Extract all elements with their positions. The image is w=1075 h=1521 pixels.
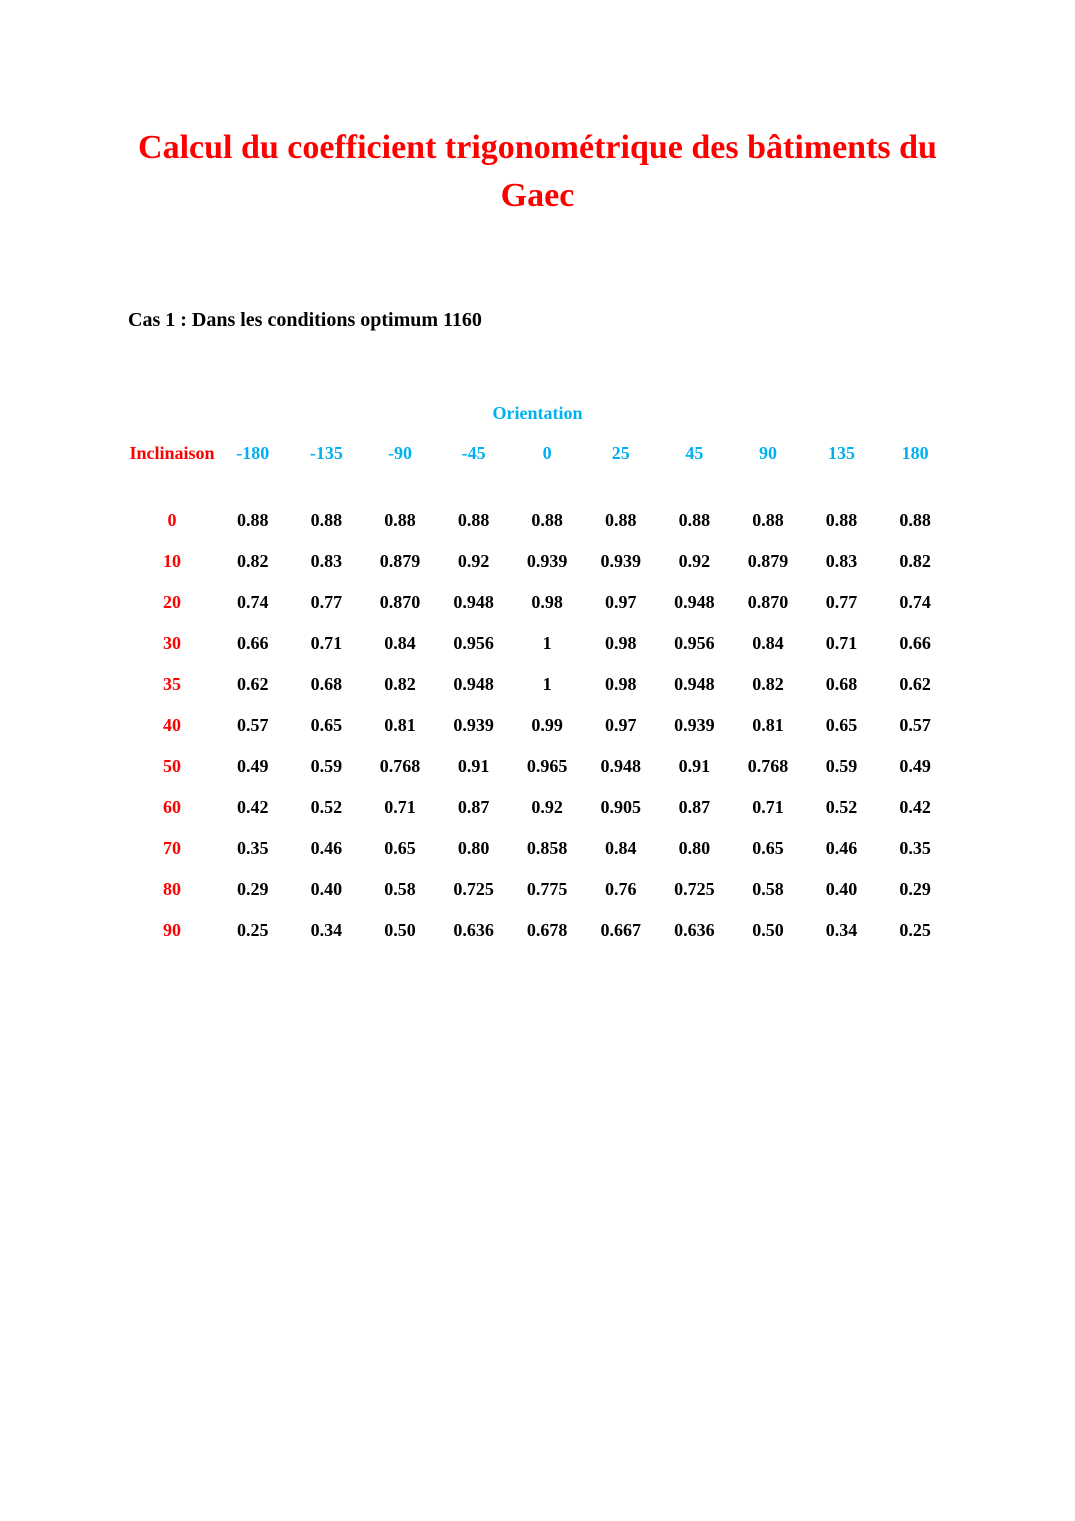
coefficient-cell: 0.29 [237, 879, 269, 899]
coefficient-cell: 0.71 [384, 797, 416, 817]
coefficient-cell: 0.35 [899, 838, 931, 858]
coefficient-cell: 0.71 [752, 797, 784, 817]
inclination-value: 30 [163, 633, 181, 653]
coefficient-cell: 0.870 [747, 592, 789, 612]
coefficient-cell: 0.905 [600, 797, 642, 817]
coefficient-cell: 0.88 [237, 510, 269, 530]
coefficient-cell: 0.88 [310, 510, 343, 530]
coefficient-cell: 0.97 [605, 715, 637, 735]
coefficient-cell: 0.667 [600, 920, 642, 940]
inclination-value: 90 [163, 920, 181, 940]
coefficient-cell: 0.879 [379, 551, 421, 571]
coefficient-cell: 0.88 [752, 510, 784, 530]
table-row [128, 753, 952, 794]
coefficient-cell: 0.49 [237, 756, 269, 776]
coefficient-cell: 0.98 [605, 674, 637, 694]
orientation-header: 45 [685, 443, 704, 463]
coefficient-cell: 0.948 [600, 756, 642, 776]
coefficient-cell: 0.82 [384, 674, 416, 694]
inclination-value: 50 [163, 756, 181, 776]
coefficient-cell: 0.99 [531, 715, 563, 735]
coefficient-cell: 0.88 [605, 510, 637, 530]
coefficient-cell: 0.88 [384, 510, 416, 530]
coefficient-cell: 0.34 [825, 920, 858, 940]
coefficient-cell: 1 [542, 674, 552, 694]
orientation-header: 180 [901, 443, 929, 463]
coefficient-cell: 0.636 [453, 920, 494, 940]
inclination-value: 10 [163, 551, 181, 571]
coefficient-cell: 0.35 [237, 838, 269, 858]
coefficient-cell: 0.97 [605, 592, 637, 612]
coefficient-cell: 0.768 [379, 756, 421, 776]
coefficient-cell: 0.74 [237, 592, 269, 612]
inclination-value: 60 [163, 797, 181, 817]
coefficient-table [128, 440, 952, 958]
coefficient-cell: 0.77 [310, 592, 343, 612]
coefficient-cell: 0.870 [379, 592, 421, 612]
coefficient-cell: 0.66 [237, 633, 269, 653]
coefficient-cell: 0.29 [899, 879, 931, 899]
table-row [128, 671, 952, 712]
table-body [128, 507, 952, 958]
coefficient-cell: 0.80 [678, 838, 711, 858]
coefficient-cell: 0.948 [453, 674, 494, 694]
coefficient-cell: 0.58 [752, 879, 784, 899]
coefficient-cell: 0.678 [526, 920, 568, 940]
orientation-header: 135 [828, 443, 856, 463]
coefficient-cell: 0.956 [674, 633, 715, 653]
coefficient-cell: 0.77 [825, 592, 858, 612]
coefficient-cell: 0.948 [453, 592, 494, 612]
coefficient-cell: 0.92 [457, 551, 490, 571]
inclination-value: 40 [163, 715, 181, 735]
coefficient-cell: 0.71 [825, 633, 858, 653]
orientation-header: 25 [611, 443, 630, 463]
coefficient-cell: 0.57 [899, 715, 931, 735]
coefficient-cell: 0.25 [237, 920, 269, 940]
coefficient-cell: 0.84 [752, 633, 784, 653]
coefficient-cell: 0.40 [825, 879, 858, 899]
inclination-value: 35 [163, 674, 181, 694]
coefficient-cell: 0.98 [605, 633, 637, 653]
coefficient-cell: 0.71 [310, 633, 343, 653]
coefficient-cell: 0.42 [899, 797, 931, 817]
table-row [128, 835, 952, 876]
orientation-header: 90 [758, 443, 777, 463]
coefficient-cell: 0.50 [384, 920, 416, 940]
coefficient-cell: 0.88 [899, 510, 931, 530]
coefficient-cell: 1 [542, 633, 552, 653]
coefficient-cell: 0.59 [310, 756, 343, 776]
coefficient-cell: 0.62 [237, 674, 269, 694]
coefficient-cell: 0.956 [453, 633, 494, 653]
coefficient-cell: 0.87 [678, 797, 711, 817]
coefficient-cell: 0.68 [825, 674, 858, 694]
coefficient-cell: 0.82 [899, 551, 931, 571]
coefficient-cell: 0.725 [453, 879, 494, 899]
inclination-value: 20 [163, 592, 181, 612]
coefficient-cell: 0.84 [384, 633, 416, 653]
coefficient-cell: 0.858 [526, 838, 568, 858]
coefficient-cell: 0.52 [310, 797, 343, 817]
coefficient-cell: 0.59 [825, 756, 858, 776]
coefficient-cell: 0.84 [605, 838, 637, 858]
table-header-row [128, 440, 952, 507]
orientation-header: -135 [309, 443, 343, 463]
coefficient-cell: 0.91 [678, 756, 711, 776]
coefficient-cell: 0.74 [899, 592, 931, 612]
coefficient-cell: 0.57 [237, 715, 269, 735]
inclination-value: 80 [163, 879, 181, 899]
coefficient-cell: 0.82 [752, 674, 784, 694]
coefficient-cell: 0.66 [899, 633, 931, 653]
coefficient-cell: 0.879 [747, 551, 789, 571]
coefficient-cell: 0.88 [457, 510, 490, 530]
case-subtitle: Cas 1 : Dans les conditions optimum 1160 [128, 309, 482, 331]
coefficient-cell: 0.52 [825, 797, 858, 817]
coefficient-cell: 0.65 [384, 838, 416, 858]
inclination-header: Inclinaison [129, 443, 215, 463]
coefficient-cell: 0.40 [310, 879, 343, 899]
coefficient-cell: 0.46 [825, 838, 858, 858]
table-row [128, 794, 952, 835]
coefficient-cell: 0.76 [605, 879, 637, 899]
table-row [128, 507, 952, 548]
orientation-label: Orientation [492, 403, 583, 423]
coefficient-cell: 0.68 [310, 674, 343, 694]
coefficient-cell: 0.87 [457, 797, 490, 817]
coefficient-cell: 0.81 [752, 715, 784, 735]
coefficient-cell: 0.88 [678, 510, 711, 530]
coefficient-cell: 0.939 [453, 715, 494, 735]
coefficient-cell: 0.965 [526, 756, 568, 776]
coefficient-cell: 0.58 [384, 879, 416, 899]
coefficient-cell: 0.65 [310, 715, 343, 735]
coefficient-cell: 0.34 [310, 920, 343, 940]
table-row [128, 876, 952, 917]
inclination-value: 0 [167, 510, 177, 530]
coefficient-cell: 0.948 [674, 592, 715, 612]
coefficient-cell: 0.49 [899, 756, 931, 776]
coefficient-cell: 0.42 [237, 797, 269, 817]
table-row [128, 589, 952, 630]
coefficient-cell: 0.92 [678, 551, 711, 571]
coefficient-cell: 0.98 [531, 592, 563, 612]
coefficient-cell: 0.939 [600, 551, 642, 571]
orientation-header: -180 [236, 443, 270, 463]
orientation-header: -90 [387, 443, 412, 463]
coefficient-cell: 0.65 [752, 838, 784, 858]
coefficient-cell: 0.50 [752, 920, 784, 940]
coefficient-cell: 0.46 [310, 838, 343, 858]
coefficient-cell: 0.636 [674, 920, 715, 940]
table-row [128, 712, 952, 753]
table-row [128, 548, 952, 589]
inclination-value: 70 [163, 838, 181, 858]
coefficient-cell: 0.88 [531, 510, 563, 530]
orientation-header: -45 [461, 443, 486, 463]
page-title: Calcul du coefficient trigonométrique des bâtiments du Gaec [138, 129, 937, 214]
coefficient-cell: 0.88 [825, 510, 858, 530]
coefficient-cell: 0.92 [531, 797, 563, 817]
coefficient-cell: 0.81 [384, 715, 416, 735]
table-row [128, 630, 952, 671]
orientation-header: 0 [542, 443, 552, 463]
coefficient-cell: 0.768 [747, 756, 789, 776]
coefficient-cell: 0.62 [899, 674, 931, 694]
coefficient-cell: 0.83 [825, 551, 858, 571]
coefficient-cell: 0.725 [674, 879, 715, 899]
coefficient-cell: 0.939 [674, 715, 715, 735]
coefficient-cell: 0.25 [899, 920, 931, 940]
coefficient-cell: 0.775 [526, 879, 568, 899]
table-row [128, 917, 952, 958]
coefficient-cell: 0.82 [237, 551, 269, 571]
coefficient-cell: 0.91 [457, 756, 490, 776]
coefficient-cell: 0.80 [457, 838, 490, 858]
coefficient-cell: 0.65 [825, 715, 858, 735]
coefficient-cell: 0.939 [526, 551, 568, 571]
coefficient-cell: 0.83 [310, 551, 343, 571]
coefficient-cell: 0.948 [674, 674, 715, 694]
